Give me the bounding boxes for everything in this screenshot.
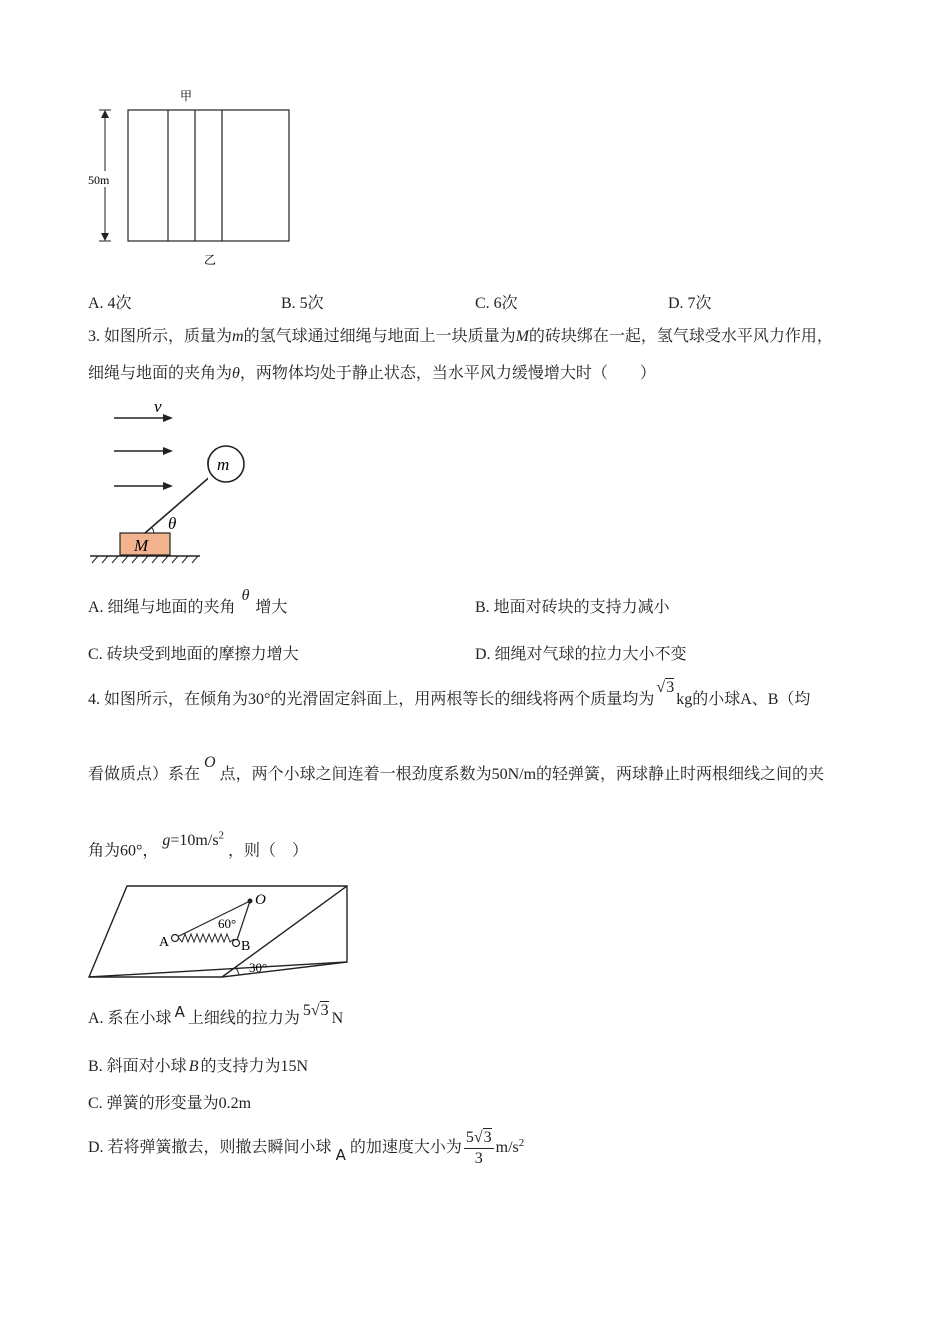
q3-option-a: A. 细绳与地面的夹角θ增大 (88, 587, 288, 616)
q4-option-a: A. 系在小球 A 上细线的拉力为 5√3 N (88, 1002, 344, 1027)
q2-option-c: C. 6次 (475, 295, 518, 312)
q4-option-c: C. 弹簧的形变量为0.2m (88, 1095, 252, 1112)
field-side-label: 50m (88, 173, 110, 187)
ball-A-label: A (159, 935, 170, 950)
field-bottom-label: 乙 (204, 253, 217, 267)
balloon-diagram (88, 393, 208, 573)
q2-option-d: D. 7次 (668, 295, 712, 312)
ball-A (172, 935, 179, 942)
dimension-arrow-bottom (101, 233, 109, 241)
q3-option-c: C. 砖块受到地面的摩擦力增大 (88, 646, 299, 663)
ground-hatching (92, 556, 198, 563)
field-top-label: 甲 (180, 89, 193, 103)
balloon-overlay (200, 440, 250, 490)
ball-B-label: B (241, 939, 251, 954)
incline-figure (85, 880, 355, 980)
q2-option-b: B. 5次 (281, 295, 324, 312)
ball-B (233, 940, 240, 947)
q3-line-2: 细绳与地面的夹角为θ，两物体均处于静止状态，当水平风力缓慢增大时（ ） (88, 365, 656, 382)
incline-diagram (85, 880, 355, 980)
angle-theta-label: θ (168, 514, 177, 533)
field-figure (85, 85, 300, 270)
balloon-svg (200, 440, 250, 490)
incline-base-right (222, 962, 347, 977)
wind-velocity-label: v (154, 397, 162, 416)
q4-option-d: D. 若将弹簧撤去，则撤去瞬间小球 A 的加速度大小为 $\frac{5√3}{3}$ $m/s^2$ (88, 1129, 525, 1167)
balloon-figure (88, 393, 208, 573)
incline-angle-label: 30° (249, 960, 268, 975)
balloon-mass-label: m (217, 455, 230, 474)
dimension-arrow-top (101, 110, 109, 118)
string-angle-label: 60° (218, 916, 237, 931)
acceleration-fraction: $\frac{5√3}{3}$ (465, 1129, 492, 1167)
q4-line-3: 角为60°，$g=10m/s^2$，则（ ） (88, 830, 309, 860)
q4-line-1: 4. 如图所示，在倾角为30°的光滑固定斜面上，用两根等长的细线将两个质量均为√3kg的小球A、B（均 (88, 679, 811, 708)
field-outline (128, 110, 289, 241)
point-O-label: O (255, 892, 266, 908)
field-diagram (85, 85, 300, 270)
q3-option-b: B. 地面对砖块的支持力减小 (475, 599, 670, 616)
q2-option-a: A. 4次 (88, 295, 132, 312)
q3-option-d: D. 细绳对气球的拉力大小不变 (475, 646, 687, 663)
angle-arc (151, 527, 154, 533)
q4-option-b: B. 斜面对小球 B 的支持力为15N (88, 1058, 309, 1075)
q3-line-1: 3. 如图所示，质量为m的氢气球通过细绳与地面上一块质量为M的砖块绑在一起，氢气球受水平风力作用， (88, 328, 833, 345)
q4-line-2: 看做质点）系在O点，两个小球之间连着一根劲度系数为50N/m的轻弹簧，两球静止时两根细线之间的夹 (88, 754, 825, 783)
rope (145, 475, 208, 533)
string-A (175, 901, 250, 938)
brick-mass-label: M (134, 536, 149, 555)
